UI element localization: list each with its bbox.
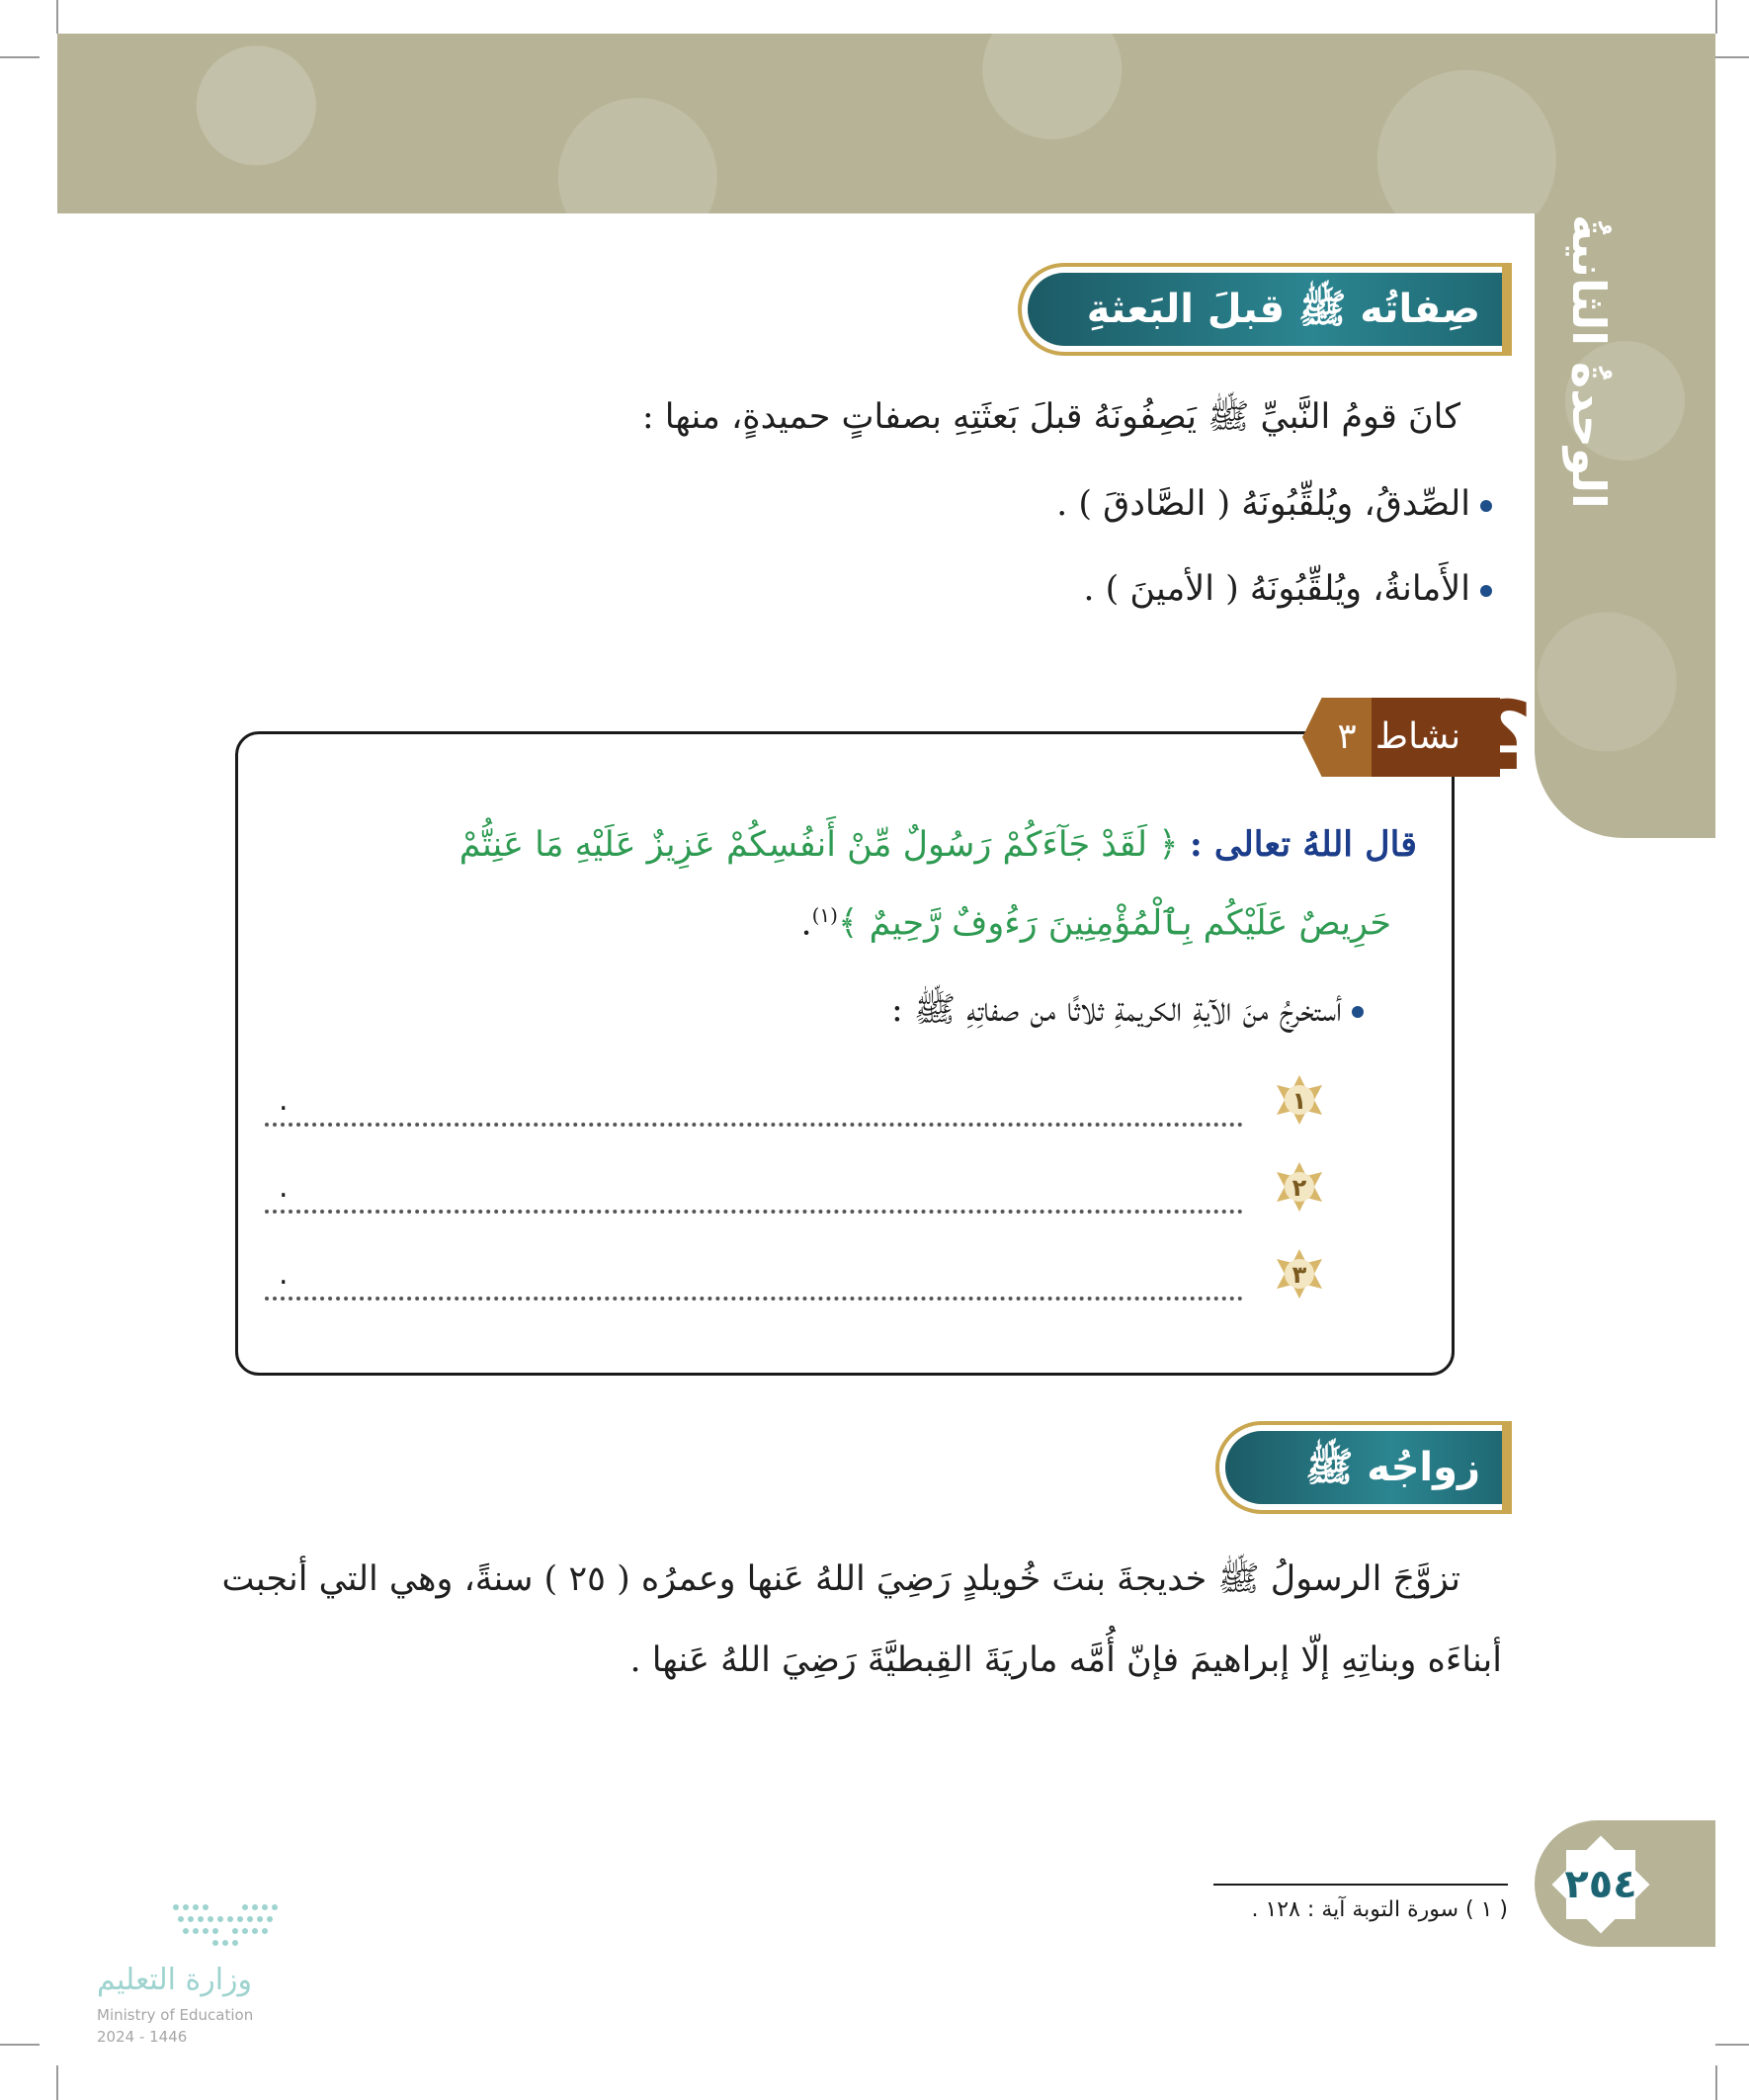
section-header-marriage: [1225, 1431, 1502, 1504]
header-endcap: [1502, 1421, 1508, 1514]
star-badge-icon: [1273, 1160, 1326, 1214]
page-number: ٢٥٤: [1564, 1862, 1637, 1907]
answer-row-2: [279, 1160, 1326, 1214]
quote-intro: قال اللهُ تعالى :: [1189, 824, 1417, 865]
footnote-ref: (١): [811, 903, 838, 927]
instruction-text: أستخرجُ منَ الآيةِ الكريمةِ ثلاثًا من صفاتِهِ ﷺ :: [890, 990, 1342, 1030]
crop-mark-bl-v: [56, 2065, 58, 2100]
answer-end-dot: .: [279, 1170, 289, 1205]
answer-line[interactable]: [265, 1247, 1243, 1301]
crop-mark-tr-h: [1715, 56, 1749, 58]
bullet-icon: [1352, 1006, 1364, 1018]
crop-mark-tl-v: [56, 0, 58, 34]
answer-number: ١: [1291, 1087, 1307, 1115]
answer-end-dot: .: [279, 1083, 289, 1118]
header-endcap: [1502, 263, 1508, 356]
intro-paragraph: كانَ قومُ النَّبيِّ ﷺ يَصِفُونَهُ قبلَ بَعثَتِهِ بصفاتٍ حميدةٍ، منها :: [641, 397, 1460, 437]
star-badge-icon: [1273, 1247, 1326, 1301]
ministry-logo: [97, 1897, 334, 2056]
answer-end-dot: .: [279, 1257, 289, 1292]
answer-line[interactable]: [265, 1073, 1243, 1127]
ministry-logo-dots-icon: [97, 1897, 334, 1957]
bullet-icon: [1480, 585, 1492, 597]
answer-number: ٢: [1291, 1174, 1307, 1202]
unit-tab-label: الوحدةُ الثانيةُ: [1562, 214, 1616, 509]
bullet-text: الأَمانةُ، ويُلقِّبُونَهُ ( الأمينَ ) .: [1083, 569, 1470, 609]
bullet-icon: [1480, 500, 1492, 512]
bullet-truthfulness: [1056, 484, 1492, 524]
ministry-year: 2024 - 1446: [97, 2028, 188, 2046]
activity-instruction: [891, 988, 1364, 1039]
footnote: ( ١ ) سورة التوبة آية : ١٢٨ .: [1251, 1897, 1508, 1922]
section-header-qualities: [1028, 273, 1502, 346]
section-title: زواجُه ﷺ: [1305, 1445, 1480, 1490]
crop-mark-bl-h: [0, 2044, 40, 2046]
bullet-text: الصِّدقُ، ويُلقِّبُونَهُ ( الصَّادقَ ) .: [1056, 484, 1470, 524]
answer-line[interactable]: [265, 1160, 1243, 1214]
question-mark-icon: ؟: [1477, 681, 1533, 792]
verse-end: .: [800, 903, 812, 944]
verse-text-2: حَرِيصٌ عَلَيْكُم بِٱلْمُؤْمِنِينَ رَءُوفٌ رَّحِيمٌ ﴾: [837, 903, 1391, 944]
marriage-line-2: أبناءَه وبناتِهِ إلّا إبراهيمَ فإنّ أُمَّه ماريَةَ القِبطيَّةَ رَضِيَ اللهُ عَنها .: [629, 1640, 1502, 1680]
crop-mark-br-h: [1715, 2044, 1749, 2046]
bullet-trustworthiness: [1083, 569, 1492, 609]
verse-line-1: [459, 824, 1417, 865]
answer-row-3: [279, 1247, 1326, 1301]
verse-line-2: [800, 903, 1391, 944]
marriage-line-1: تزوَّجَ الرسولُ ﷺ خديجةَ بنتَ خُويلدٍ رَضِيَ اللهُ عَنها وعمرُه ( ٢٥ ) سنةً، وهي التي أنجبت: [221, 1559, 1460, 1599]
crop-mark-tr-v: [1715, 0, 1717, 34]
activity-label: نشاط: [1374, 716, 1461, 757]
top-decorative-band: [57, 34, 1715, 213]
activity-number: ٣: [1337, 716, 1357, 757]
answer-number: ٣: [1291, 1261, 1307, 1289]
crop-mark-tl-h: [0, 56, 40, 58]
answer-row-1: [279, 1073, 1326, 1127]
ministry-name-ar: وزارة التعليم: [97, 1963, 253, 1997]
verse-text-1: ﴿ لَقَدْ جَآءَكُمْ رَسُولٌ مِّنْ أَنفُسِكُمْ عَزِيزٌ عَلَيْهِ مَا عَنِتُّمْ: [458, 825, 1179, 865]
ministry-name-en: Ministry of Education: [97, 2006, 254, 2024]
footnote-divider: [1213, 1884, 1508, 1886]
star-badge-icon: [1273, 1073, 1326, 1127]
section-title: صِفاتُه ﷺ قبلَ البَعثةِ: [1086, 287, 1480, 332]
crop-mark-br-v: [1715, 2065, 1717, 2100]
